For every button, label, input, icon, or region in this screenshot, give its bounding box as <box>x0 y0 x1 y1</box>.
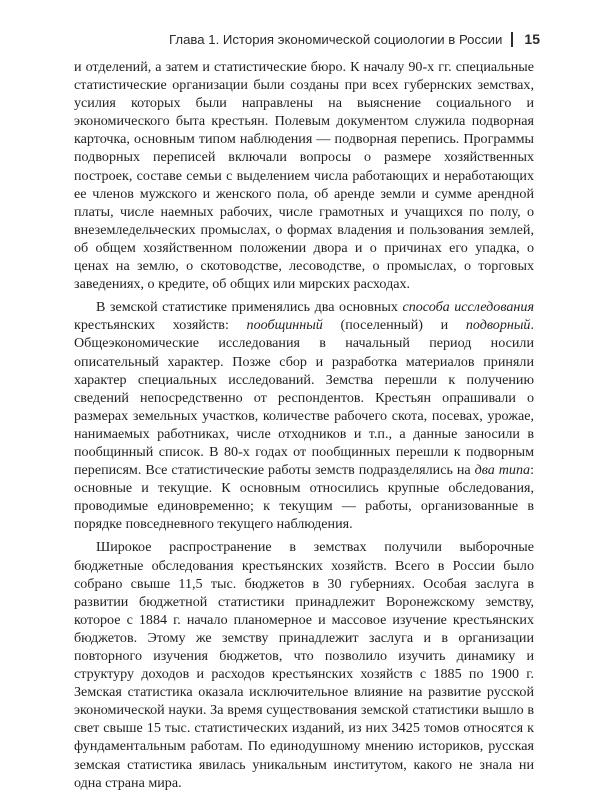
text-run: крестьянских хозяйств: <box>74 317 247 334</box>
paragraph-3 <box>74 538 534 791</box>
italic-term: пообщинный <box>246 317 323 334</box>
chapter-title: Глава 1. История экономической социологии в России <box>168 31 503 47</box>
italic-term: два типа <box>474 462 531 479</box>
italic-term: подворный <box>465 317 531 334</box>
running-head <box>169 31 540 47</box>
text-run: и отделений, а затем и статистические бюро. К началу 90-х гг. специальные статистические организации были созданы при всех губернских земствах, усилия которых были направлены на выяснение социального и экономического быта крестьян. Полевым документом служила подворная карточка, основным типом наблюдения — подворная перепись. Программы подворных переписей включали вопросы о размере хозяйственных построек, составе семьи с выделением числа работающих и неработающих ее членов мужского и женского пола, об аренде земли и сумме арендной платы, числе наемных рабочих, числе грамотных и учащихся по полу, о внеземледельческих промыслах, о формах владения и пользования землей, об общем хозяйственном положении двора и о причинах его упадка, о ценах на землю, о скотоводстве, лесоводстве, о промыслах, о торговых заведениях, о кредите, об общих или мирских расходах. <box>74 59 534 293</box>
text-run: : основные и текущие. К основным относились крупные обследования, проводимые единовременно; к текущим — работы, организованные в порядке повседневного текущего наблюдения. <box>74 462 534 533</box>
text-run: (поселенный) и <box>322 317 466 334</box>
text-run: . Общеэкономические исследования в начальный период носили описательный характер. Позже сбор и разработка материалов приняли характер специальных исследований. Земства перешли к получению сведений непосредственно от респондентов. Крестьян опрашивали о размерах земельных участков, количестве рабочего скота, посевах, урожае, нанимаемых работниках, числе отходников и т.п., а данные заносили в пообщинный список. В 80-х годах от пообщинных перешли к подворным переписям. Все статистические работы земств подразделялись на <box>74 317 534 479</box>
body-text <box>74 58 534 792</box>
text-run: В земской статистике применялись два основных <box>96 299 403 316</box>
paragraph-2 <box>74 298 534 533</box>
running-head-divider <box>511 32 513 47</box>
paragraph-1 <box>74 58 534 293</box>
italic-term: способа исследования <box>402 299 534 316</box>
page-number: 15 <box>524 31 540 47</box>
text-run: Широкое распространение в земствах получили выборочные бюджетные обследования крестьянских хозяйств. Всего в России было собрано свыше 11,5 тыс. бюджетов в 30 губерниях. Особая заслуга в развитии бюджетной статистики принадлежит Воронежскому земству, которое с 1884 г. начало планомерное и массовое изучение крестьянских бюджетов. Этому же земству принадлежит заслуга и в организации повторного изучения бюджетов, что позволило изучить динамику и структуру доходов и расходов крестьянских хозяйств с 1885 по 1900 г. Земская статистика оказала исключительное влияние на развитие русской экономической науки. За время существования земской статистики вышло в свет свыше 15 тыс. статистических изданий, из них 3425 томов относятся к фундаментальным работам. По единодушному мнению историков, русская земская статистика явилась уникальным институтом, какого не знала ни одна страна мира. <box>74 539 534 791</box>
